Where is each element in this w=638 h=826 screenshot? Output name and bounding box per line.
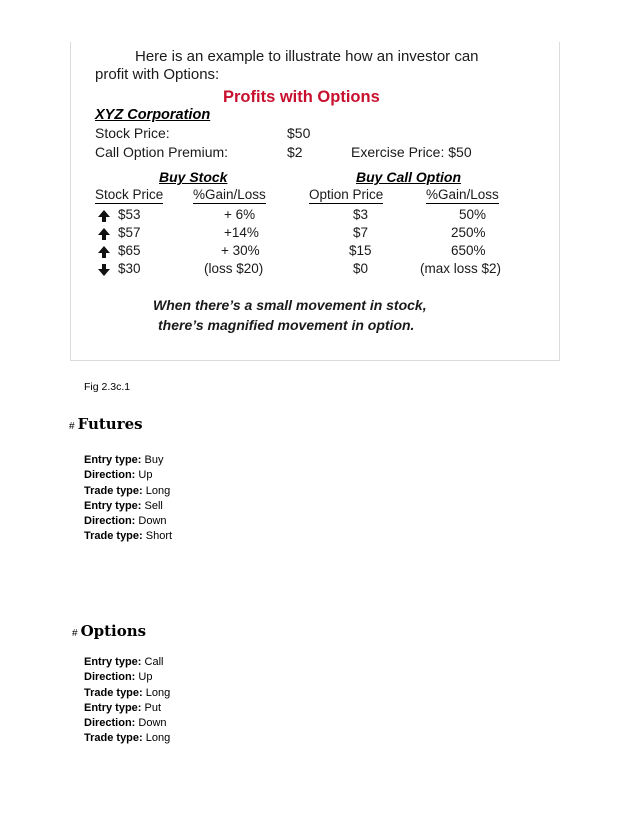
option-gain-cell: 50%: [459, 207, 487, 222]
entry-label: Trade type:: [84, 686, 143, 699]
figure-caption: Fig 2.3c.1: [84, 381, 131, 393]
futures-heading: [69, 415, 143, 433]
entry-label: Entry type:: [84, 656, 142, 668]
option-price-cell: $0: [353, 261, 369, 276]
entry-label: Entry type:: [84, 499, 142, 512]
up-arrow-icon: [97, 245, 111, 259]
entry-value: Short: [145, 530, 173, 543]
entry-label: Trade type:: [84, 484, 143, 497]
entry-value: Long: [145, 686, 171, 699]
up-arrow-icon: [97, 209, 111, 223]
entry-value: Down: [138, 717, 167, 730]
entry-label: Direction:: [84, 515, 136, 528]
entry-label: Entry type:: [84, 701, 142, 714]
stock-price-cell: $57: [118, 225, 141, 240]
premium-label: Call Option Premium:: [95, 144, 229, 160]
stock-gain-cell: +14%: [224, 225, 259, 240]
heading-hash: #: [69, 421, 75, 432]
list-item: [84, 716, 170, 731]
profits-with-options-figure: [70, 42, 560, 361]
list-item: [84, 655, 170, 670]
entry-value: Buy: [144, 454, 164, 466]
stock-gain-cell: (loss $20): [204, 261, 264, 276]
stock-price-cell: $30: [118, 261, 141, 276]
option-price-cell: $3: [353, 207, 369, 222]
stock-gain-cell: + 6%: [224, 207, 256, 222]
up-arrow-icon: [97, 227, 111, 241]
list-item: [84, 514, 172, 529]
intro-line-2: profit with Options:: [95, 66, 220, 83]
list-item: [84, 484, 172, 499]
stock-price-label: Stock Price:: [95, 125, 170, 141]
entry-value: Long: [145, 732, 171, 745]
list-item: [84, 468, 172, 483]
option-price-cell: $7: [353, 225, 369, 240]
stock-price-cell: $53: [118, 207, 141, 222]
entry-label: Direction:: [84, 469, 136, 482]
entry-value: Down: [138, 515, 167, 528]
col-stock-gain: %Gain/Loss: [193, 187, 266, 202]
option-gain-cell: 250%: [451, 225, 486, 240]
list-item: [84, 499, 172, 514]
figure-conclusion: [153, 295, 427, 335]
intro-line-1: Here is an example to illustrate how an investor can: [135, 48, 479, 65]
col-option-gain: %Gain/Loss: [426, 187, 499, 202]
options-entries: [84, 655, 170, 747]
conclusion-line-1: When there’s a small movement in stock,: [153, 297, 427, 313]
entry-value: Up: [138, 469, 153, 482]
down-arrow-icon: [97, 263, 111, 277]
entry-label: Entry type:: [84, 454, 142, 466]
col-option-price: Option Price: [309, 187, 384, 202]
entry-value: Put: [144, 701, 162, 714]
options-heading: [72, 622, 146, 640]
col-stock-price: Stock Price: [95, 187, 164, 202]
exercise-price: Exercise Price: $50: [351, 144, 472, 160]
option-gain-cell: 650%: [451, 243, 486, 258]
buy-stock-heading: Buy Stock: [159, 169, 228, 185]
entry-label: Direction:: [84, 671, 136, 684]
company-name: XYZ Corporation: [95, 107, 211, 123]
entry-value: Up: [138, 671, 153, 684]
stock-price-value: $50: [287, 125, 311, 141]
figure-intro: [95, 48, 545, 84]
entry-label: Direction:: [84, 717, 136, 730]
list-item: [84, 670, 170, 685]
list-item: [84, 529, 172, 544]
list-item: [84, 686, 170, 701]
futures-title: Futures: [77, 415, 143, 433]
buy-call-heading: Buy Call Option: [356, 169, 461, 185]
entry-value: Call: [144, 656, 164, 668]
options-title: Options: [80, 622, 147, 640]
option-gain-cell: (max loss $2): [420, 261, 502, 276]
list-item: [84, 701, 170, 716]
figure-title: Profits with Options: [223, 88, 380, 106]
futures-entries: [84, 453, 172, 545]
stock-price-cell: $65: [118, 243, 141, 258]
stock-gain-cell: + 30%: [221, 243, 260, 258]
conclusion-line-2: there’s magnified movement in option.: [158, 317, 415, 333]
premium-value: $2: [287, 144, 303, 160]
entry-value: Long: [145, 484, 171, 497]
list-item: [84, 453, 172, 468]
entry-label: Trade type:: [84, 732, 143, 745]
heading-hash: #: [72, 628, 78, 639]
option-price-cell: $15: [349, 243, 372, 258]
entry-value: Sell: [144, 499, 163, 512]
entry-label: Trade type:: [84, 530, 143, 543]
list-item: [84, 731, 170, 746]
